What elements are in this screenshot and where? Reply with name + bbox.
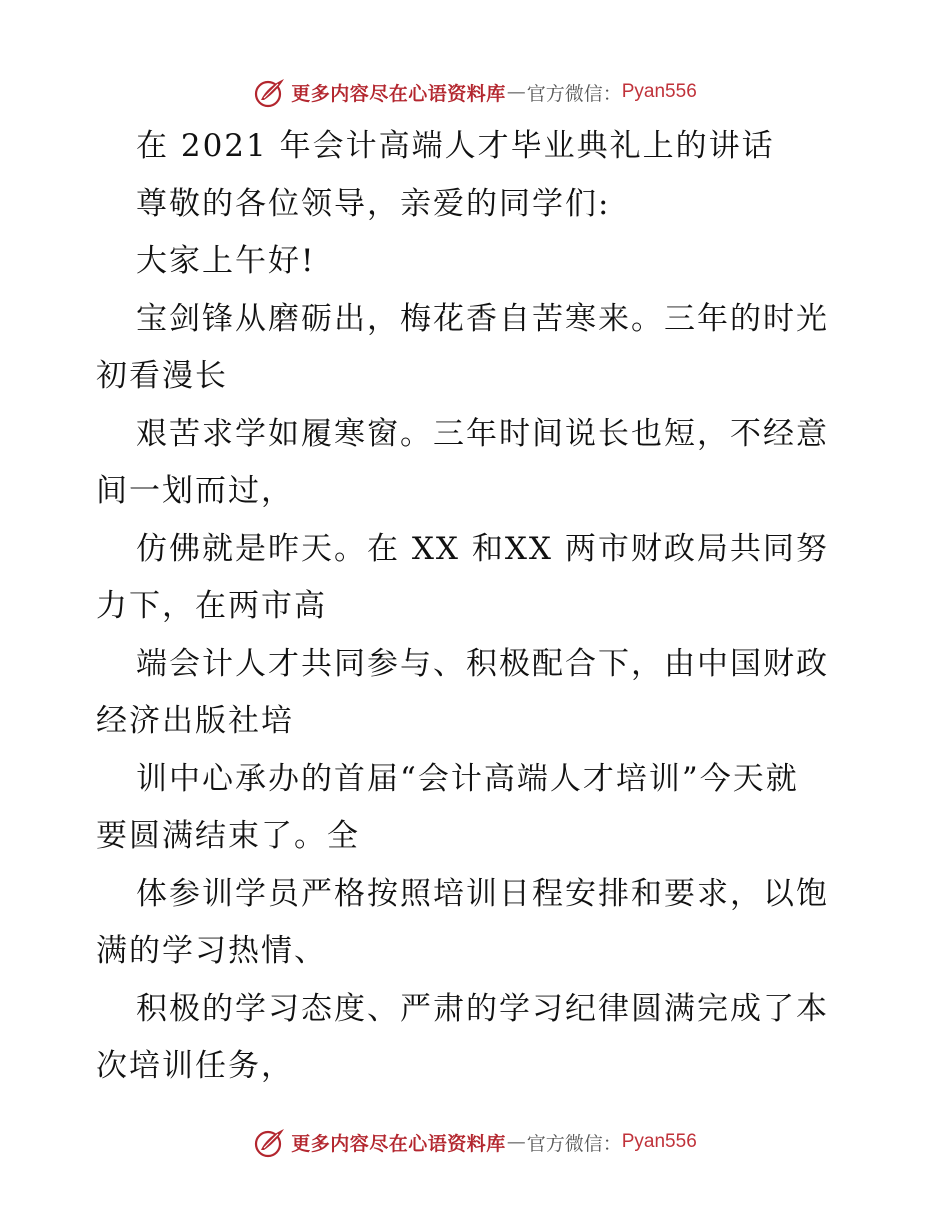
header-watermark xyxy=(0,72,950,112)
text-line: 初看漫长 xyxy=(96,358,228,394)
header-wechat-label: 官方微信： xyxy=(526,82,622,105)
quill-logo-icon xyxy=(253,1125,287,1159)
footer-wechat-id: Pyan556 xyxy=(621,1131,697,1152)
quill-logo-icon xyxy=(253,75,287,109)
text-line: 满的学习热情、 xyxy=(96,933,327,969)
footer-separator: — xyxy=(506,1131,526,1153)
footer-slogan: 更多内容尽在心语资料库 xyxy=(291,1132,506,1155)
greeting: 大家上午好! xyxy=(136,243,316,279)
text-line: 宝剑锋从磨砺出，梅花香自苦寒来。三年的时光 xyxy=(136,300,829,337)
text-line: 力下，在两市高 xyxy=(96,588,327,624)
text-line: 要圆满结束了。全 xyxy=(96,818,360,854)
text-line: 间一划而过， xyxy=(96,473,294,509)
header-wechat-id: Pyan556 xyxy=(621,81,697,102)
text-line: 体参训学员严格按照培训日程安排和要求，以饱 xyxy=(136,875,829,912)
text-line: 经济出版社培 xyxy=(96,703,294,739)
text-line: 端会计人才共同参与、积极配合下，由中国财政 xyxy=(136,645,829,682)
salutation: 尊敬的各位领导，亲爱的同学们: xyxy=(136,185,611,222)
footer-wechat-label: 官方微信： xyxy=(526,1132,622,1155)
header-slogan: 更多内容尽在心语资料库 xyxy=(291,82,506,105)
text-line: 次培训任务， xyxy=(96,1048,294,1084)
header-separator: — xyxy=(506,81,526,103)
text-line: 训中心承办的首届“会计高端人才培训”今天就 xyxy=(136,760,799,797)
speech-title: 在 2021 年会计高端人才毕业典礼上的讲话 xyxy=(136,128,775,164)
text-line: 积极的学习态度、严肃的学习纪律圆满完成了本 xyxy=(136,990,829,1027)
footer-watermark xyxy=(0,1122,950,1162)
text-line: 艰苦求学如履寒窗。三年时间说长也短，不经意 xyxy=(136,415,829,452)
text-line: 仿佛就是昨天。在 XX 和XX 两市财政局共同努 xyxy=(136,530,829,567)
speech-text xyxy=(96,118,856,1096)
